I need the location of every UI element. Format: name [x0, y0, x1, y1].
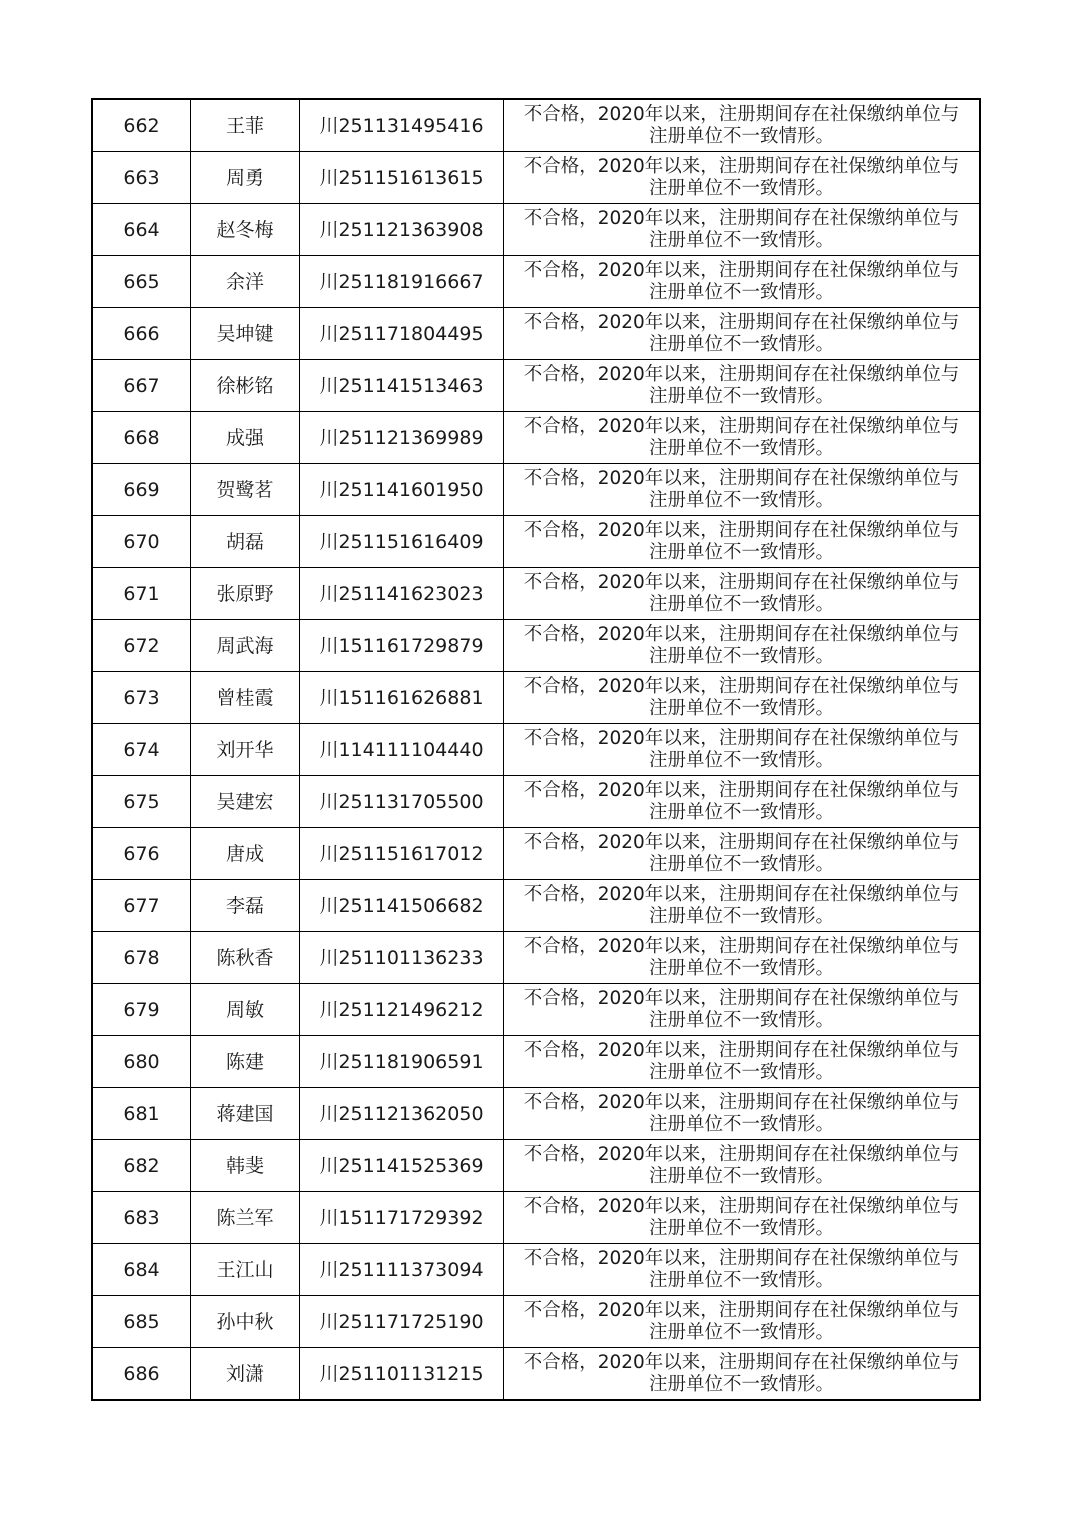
result-text-line: 不合格，2020年以来，注册期间存在社保缴纳单位与	[523, 779, 960, 801]
result-text-line: 注册单位不一致情形。	[648, 645, 834, 667]
person-name-cell: 余洋	[191, 256, 300, 308]
result-text-line: 不合格，2020年以来，注册期间存在社保缴纳单位与	[523, 1195, 960, 1217]
certificate-number-cell: 川114111104440	[300, 724, 504, 776]
result-text-line: 注册单位不一致情形。	[648, 1009, 834, 1031]
result-cell	[504, 256, 981, 308]
result-cell	[504, 152, 981, 204]
result-text-line: 注册单位不一致情形。	[648, 801, 834, 823]
result-text-line: 注册单位不一致情形。	[648, 593, 834, 615]
table-row	[92, 880, 980, 932]
result-text-line: 注册单位不一致情形。	[648, 541, 834, 563]
result-cell	[504, 1140, 981, 1192]
result-text-line: 注册单位不一致情形。	[648, 489, 834, 511]
table-row	[92, 99, 980, 152]
row-number-cell: 686	[92, 1348, 191, 1401]
result-text-line: 不合格，2020年以来，注册期间存在社保缴纳单位与	[523, 155, 960, 177]
row-number-cell: 674	[92, 724, 191, 776]
person-name-cell: 张原野	[191, 568, 300, 620]
result-text-line: 不合格，2020年以来，注册期间存在社保缴纳单位与	[523, 623, 960, 645]
certificate-number-cell: 川251121363908	[300, 204, 504, 256]
person-name-cell: 吴建宏	[191, 776, 300, 828]
table-row	[92, 308, 980, 360]
result-text-line: 不合格，2020年以来，注册期间存在社保缴纳单位与	[523, 1351, 960, 1373]
person-name-cell: 成强	[191, 412, 300, 464]
table-row	[92, 1348, 980, 1401]
certificate-number-cell: 川151171729392	[300, 1192, 504, 1244]
result-cell	[504, 568, 981, 620]
result-cell	[504, 308, 981, 360]
certificate-number-cell: 川251181906591	[300, 1036, 504, 1088]
result-text-line: 注册单位不一致情形。	[648, 1373, 834, 1395]
certificate-number-cell: 川251151617012	[300, 828, 504, 880]
table-row	[92, 412, 980, 464]
table-row	[92, 776, 980, 828]
result-cell	[504, 880, 981, 932]
certificate-number-cell: 川251101136233	[300, 932, 504, 984]
table-row	[92, 1296, 980, 1348]
certificate-number-cell: 川251141513463	[300, 360, 504, 412]
person-name-cell: 周敏	[191, 984, 300, 1036]
table-row	[92, 724, 980, 776]
result-cell	[504, 1088, 981, 1140]
row-number-cell: 680	[92, 1036, 191, 1088]
row-number-cell: 670	[92, 516, 191, 568]
result-text-line: 不合格，2020年以来，注册期间存在社保缴纳单位与	[523, 467, 960, 489]
result-cell	[504, 1296, 981, 1348]
row-number-cell: 668	[92, 412, 191, 464]
person-name-cell: 李磊	[191, 880, 300, 932]
table-row	[92, 1192, 980, 1244]
result-cell	[504, 620, 981, 672]
result-text-line: 不合格，2020年以来，注册期间存在社保缴纳单位与	[523, 675, 960, 697]
table-row	[92, 932, 980, 984]
result-text-line: 不合格，2020年以来，注册期间存在社保缴纳单位与	[523, 311, 960, 333]
certificate-number-cell: 川251111373094	[300, 1244, 504, 1296]
result-text-line: 注册单位不一致情形。	[648, 1321, 834, 1343]
row-number-cell: 665	[92, 256, 191, 308]
result-text-line: 不合格，2020年以来，注册期间存在社保缴纳单位与	[523, 571, 960, 593]
result-text-line: 注册单位不一致情形。	[648, 957, 834, 979]
certificate-number-cell: 川251141506682	[300, 880, 504, 932]
row-number-cell: 675	[92, 776, 191, 828]
result-text-line: 注册单位不一致情形。	[648, 1061, 834, 1083]
table-row	[92, 984, 980, 1036]
certificate-number-cell: 川251131705500	[300, 776, 504, 828]
result-text-line: 注册单位不一致情形。	[648, 749, 834, 771]
certificate-number-cell: 川251171725190	[300, 1296, 504, 1348]
result-text-line: 不合格，2020年以来，注册期间存在社保缴纳单位与	[523, 1247, 960, 1269]
certificate-number-cell: 川251181916667	[300, 256, 504, 308]
certificate-number-cell: 川151161626881	[300, 672, 504, 724]
result-text-line: 不合格，2020年以来，注册期间存在社保缴纳单位与	[523, 987, 960, 1009]
result-text-line: 注册单位不一致情形。	[648, 697, 834, 719]
result-cell	[504, 932, 981, 984]
certificate-number-cell: 川251151616409	[300, 516, 504, 568]
result-text-line: 注册单位不一致情形。	[648, 437, 834, 459]
person-name-cell: 王菲	[191, 99, 300, 152]
row-number-cell: 684	[92, 1244, 191, 1296]
result-cell	[504, 1192, 981, 1244]
row-number-cell: 667	[92, 360, 191, 412]
row-number-cell: 678	[92, 932, 191, 984]
result-cell	[504, 828, 981, 880]
table-row	[92, 1244, 980, 1296]
certificate-number-cell: 川251151613615	[300, 152, 504, 204]
row-number-cell: 679	[92, 984, 191, 1036]
result-text-line: 不合格，2020年以来，注册期间存在社保缴纳单位与	[523, 519, 960, 541]
person-name-cell: 陈建	[191, 1036, 300, 1088]
result-cell	[504, 984, 981, 1036]
result-text-line: 注册单位不一致情形。	[648, 177, 834, 199]
result-cell	[504, 672, 981, 724]
result-text-line: 不合格，2020年以来，注册期间存在社保缴纳单位与	[523, 1299, 960, 1321]
result-cell	[504, 1348, 981, 1401]
table-row	[92, 256, 980, 308]
result-text-line: 注册单位不一致情形。	[648, 905, 834, 927]
result-text-line: 注册单位不一致情形。	[648, 333, 834, 355]
result-cell	[504, 412, 981, 464]
result-text-line: 不合格，2020年以来，注册期间存在社保缴纳单位与	[523, 207, 960, 229]
result-text-line: 注册单位不一致情形。	[648, 1269, 834, 1291]
row-number-cell: 669	[92, 464, 191, 516]
row-number-cell: 663	[92, 152, 191, 204]
table-row	[92, 568, 980, 620]
result-text-line: 不合格，2020年以来，注册期间存在社保缴纳单位与	[523, 935, 960, 957]
row-number-cell: 673	[92, 672, 191, 724]
result-text-line: 不合格，2020年以来，注册期间存在社保缴纳单位与	[523, 1143, 960, 1165]
person-name-cell: 唐成	[191, 828, 300, 880]
result-text-line: 不合格，2020年以来，注册期间存在社保缴纳单位与	[523, 1091, 960, 1113]
certificate-number-cell: 川251141623023	[300, 568, 504, 620]
result-text-line: 注册单位不一致情形。	[648, 281, 834, 303]
certificate-number-cell: 川251171804495	[300, 308, 504, 360]
result-text-line: 不合格，2020年以来，注册期间存在社保缴纳单位与	[523, 415, 960, 437]
person-name-cell: 曾桂霞	[191, 672, 300, 724]
result-text-line: 注册单位不一致情形。	[648, 1165, 834, 1187]
result-cell	[504, 776, 981, 828]
table-row	[92, 204, 980, 256]
result-text-line: 注册单位不一致情形。	[648, 125, 834, 147]
result-text-line: 注册单位不一致情形。	[648, 229, 834, 251]
result-cell	[504, 360, 981, 412]
row-number-cell: 677	[92, 880, 191, 932]
result-text-line: 不合格，2020年以来，注册期间存在社保缴纳单位与	[523, 1039, 960, 1061]
certificate-number-cell: 川251101131215	[300, 1348, 504, 1401]
person-name-cell: 孙中秋	[191, 1296, 300, 1348]
table-row	[92, 464, 980, 516]
row-number-cell: 662	[92, 99, 191, 152]
certificate-number-cell: 川251141601950	[300, 464, 504, 516]
table-row	[92, 152, 980, 204]
row-number-cell: 685	[92, 1296, 191, 1348]
result-text-line: 不合格，2020年以来，注册期间存在社保缴纳单位与	[523, 831, 960, 853]
result-cell	[504, 1244, 981, 1296]
certificate-number-cell: 川251121496212	[300, 984, 504, 1036]
result-text-line: 不合格，2020年以来，注册期间存在社保缴纳单位与	[523, 363, 960, 385]
result-cell	[504, 516, 981, 568]
table-row	[92, 360, 980, 412]
result-text-line: 不合格，2020年以来，注册期间存在社保缴纳单位与	[523, 103, 960, 125]
result-text-line: 注册单位不一致情形。	[648, 385, 834, 407]
result-cell	[504, 99, 981, 152]
row-number-cell: 664	[92, 204, 191, 256]
person-name-cell: 周武海	[191, 620, 300, 672]
table-row	[92, 1088, 980, 1140]
certificate-number-cell: 川251121362050	[300, 1088, 504, 1140]
certificate-number-cell: 川251141525369	[300, 1140, 504, 1192]
table-row	[92, 672, 980, 724]
result-text-line: 不合格，2020年以来，注册期间存在社保缴纳单位与	[523, 883, 960, 905]
row-number-cell: 671	[92, 568, 191, 620]
table-row	[92, 620, 980, 672]
certificate-number-cell: 川251121369989	[300, 412, 504, 464]
row-number-cell: 672	[92, 620, 191, 672]
person-name-cell: 赵冬梅	[191, 204, 300, 256]
table-row	[92, 516, 980, 568]
person-name-cell: 王江山	[191, 1244, 300, 1296]
person-name-cell: 刘开华	[191, 724, 300, 776]
record-table-body	[92, 99, 980, 1400]
certificate-number-cell: 川251131495416	[300, 99, 504, 152]
person-name-cell: 刘潇	[191, 1348, 300, 1401]
person-name-cell: 周勇	[191, 152, 300, 204]
person-name-cell: 胡磊	[191, 516, 300, 568]
row-number-cell: 676	[92, 828, 191, 880]
result-cell	[504, 464, 981, 516]
record-table	[91, 98, 981, 1401]
result-text-line: 不合格，2020年以来，注册期间存在社保缴纳单位与	[523, 259, 960, 281]
person-name-cell: 韩斐	[191, 1140, 300, 1192]
result-text-line: 不合格，2020年以来，注册期间存在社保缴纳单位与	[523, 727, 960, 749]
row-number-cell: 683	[92, 1192, 191, 1244]
person-name-cell: 陈秋香	[191, 932, 300, 984]
result-text-line: 注册单位不一致情形。	[648, 1113, 834, 1135]
person-name-cell: 陈兰军	[191, 1192, 300, 1244]
row-number-cell: 682	[92, 1140, 191, 1192]
person-name-cell: 徐彬铭	[191, 360, 300, 412]
table-row	[92, 1140, 980, 1192]
table-row	[92, 828, 980, 880]
result-cell	[504, 724, 981, 776]
result-text-line: 注册单位不一致情形。	[648, 853, 834, 875]
person-name-cell: 贺鹭茗	[191, 464, 300, 516]
result-cell	[504, 204, 981, 256]
person-name-cell: 吴坤键	[191, 308, 300, 360]
table-row	[92, 1036, 980, 1088]
certificate-number-cell: 川151161729879	[300, 620, 504, 672]
result-cell	[504, 1036, 981, 1088]
result-text-line: 注册单位不一致情形。	[648, 1217, 834, 1239]
row-number-cell: 681	[92, 1088, 191, 1140]
person-name-cell: 蒋建国	[191, 1088, 300, 1140]
row-number-cell: 666	[92, 308, 191, 360]
